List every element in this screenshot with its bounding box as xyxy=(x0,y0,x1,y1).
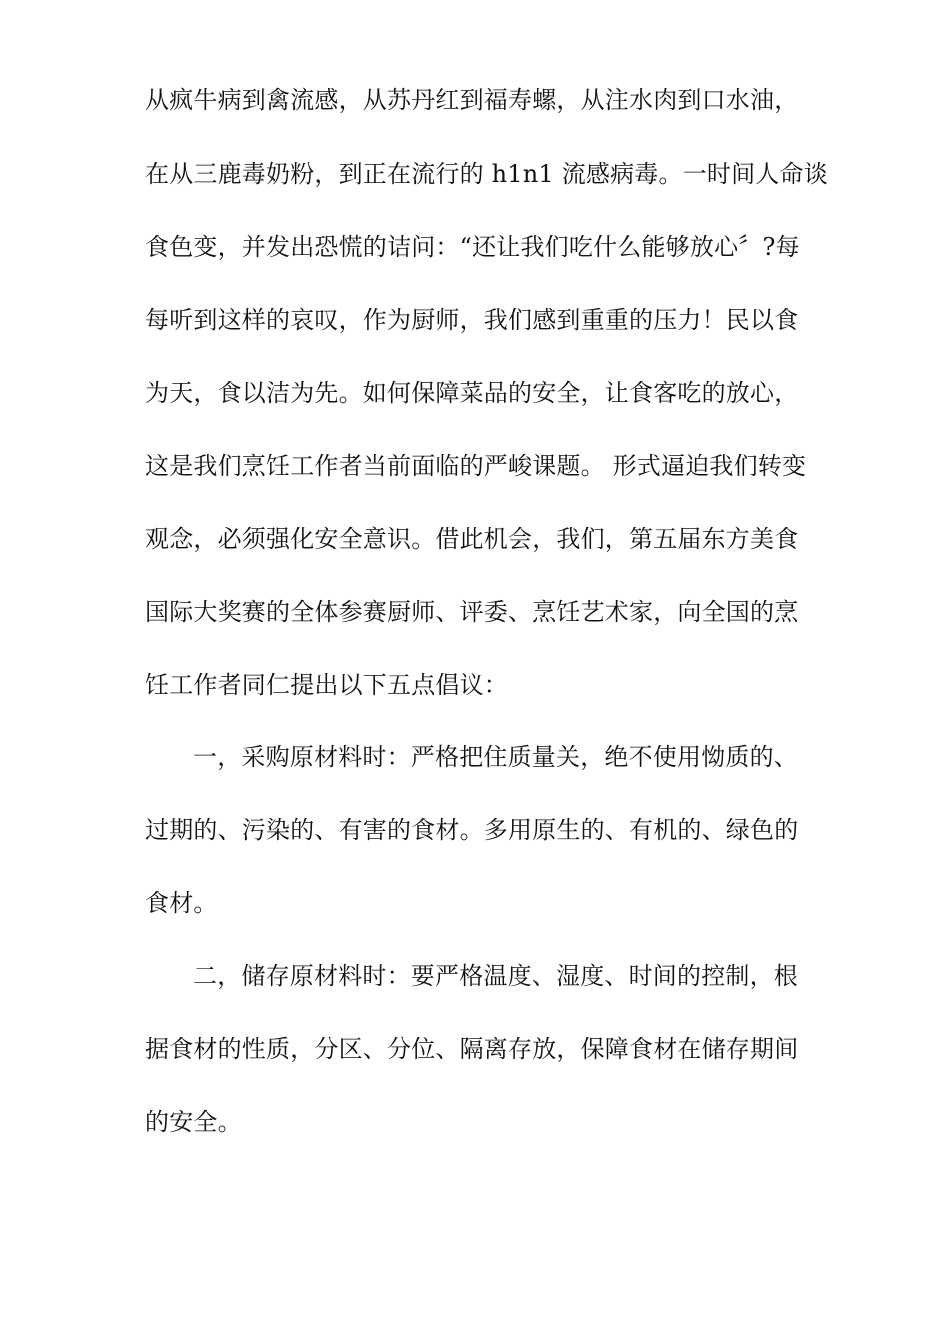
text-line: 观念，必须强化安全意识。借此机会，我们，第五届东方美食 xyxy=(145,525,799,553)
text-line: 为天，食以洁为先。如何保障菜品的安全，让食客吃的放心， xyxy=(145,379,799,407)
text-line: 食材。 xyxy=(145,889,218,917)
text-line: 这是我们烹饪工作者当前面临的严峻课题。 形式逼迫我们转变 xyxy=(145,452,807,480)
text-line: 过期的、污染的、有害的食材。多用原生的、有机的、绿色的 xyxy=(145,816,799,844)
text-line: 一，采购原材料时：严格把住质量关，绝不使用怮质的、 xyxy=(193,743,798,771)
text-line: 据食材的性质，分区、分位、隔离存放，保障食材在储存期间 xyxy=(145,1035,799,1063)
text-line: 饪工作者同仁提出以下五点倡议： xyxy=(145,671,508,699)
text-line: 的安全。 xyxy=(145,1108,242,1136)
text-line: 每听到这样的哀叹，作为厨师，我们感到重重的压力！民以食 xyxy=(145,306,799,334)
text-line: 食色变，并发出恐慌的诘问：“还让我们吃什么能够放心〞?每 xyxy=(145,233,800,261)
text-line: 在从三鹿毒奶粉，到正在流行的 h1n1 流感病毒。一时间人命谈 xyxy=(145,160,828,188)
text-line: 国际大奖赛的全体参赛厨师、评委、烹饪艺术家，向全国的烹 xyxy=(145,598,799,626)
text-line: 二，储存原材料时：要严格温度、湿度、时间的控制，根 xyxy=(193,962,798,990)
text-line: 从疯牛病到禽流感，从苏丹红到福寿螺，从注水肉到口水油， xyxy=(145,86,799,114)
